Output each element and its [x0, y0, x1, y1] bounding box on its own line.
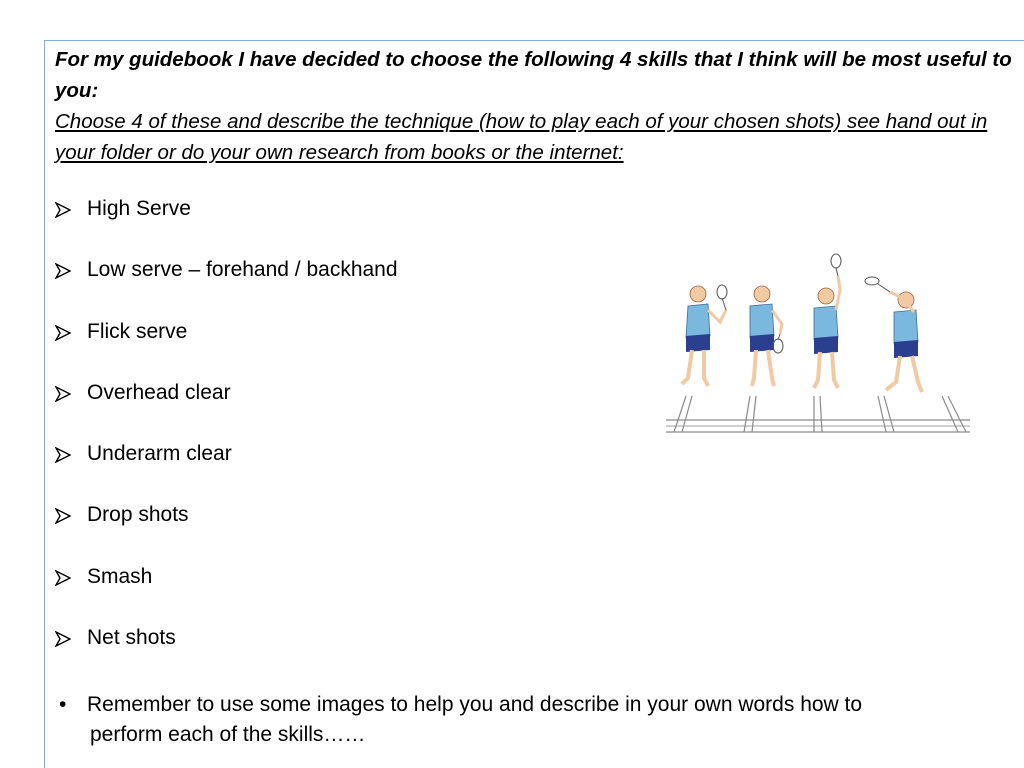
arrowhead-bullet-icon: [55, 508, 71, 524]
player-figure-4: [865, 277, 922, 392]
player-figure-3: [814, 254, 841, 388]
intro-heading: For my guidebook I have decided to choose the following 4 skills that I think will be most useful to you:: [55, 48, 1012, 102]
court-lines: [666, 396, 970, 432]
reminder-line-2: perform each of the skills……: [90, 723, 366, 746]
arrowhead-bullet-icon: [55, 386, 71, 402]
skill-label: Overhead clear: [87, 380, 231, 404]
round-bullet-icon: •: [59, 693, 67, 716]
arrowhead-bullet-icon: [55, 570, 71, 586]
slide-content: [55, 44, 1015, 746]
skill-label: Net shots: [87, 626, 176, 650]
skill-label: Underarm clear: [87, 442, 232, 466]
player-figure-1: [682, 285, 727, 386]
skill-label: Drop shots: [87, 503, 189, 527]
arrowhead-bullet-icon: [55, 263, 71, 279]
player-figure-2: [750, 286, 783, 386]
skill-label: Flick serve: [87, 319, 188, 343]
arrowhead-bullet-icon: [55, 631, 71, 647]
arrowhead-bullet-icon: [55, 325, 71, 341]
reminder-text: [87, 690, 987, 750]
badminton-player-sequence-illustration: [664, 250, 974, 436]
instruction-text: Choose 4 of these and describe the technique (how to play each of your chosen shots) see hand out in your folder or do your own research from books or the internet:: [55, 110, 988, 164]
skill-label: Smash: [87, 564, 153, 588]
arrowhead-bullet-icon: [55, 447, 71, 463]
reminder-line-1: Remember to use some images to help you and describe in your own words how to: [87, 693, 863, 716]
arrowhead-bullet-icon: [55, 202, 71, 218]
skill-label: High Serve: [87, 197, 191, 220]
skill-label: Low serve – forehand / backhand: [87, 258, 398, 282]
